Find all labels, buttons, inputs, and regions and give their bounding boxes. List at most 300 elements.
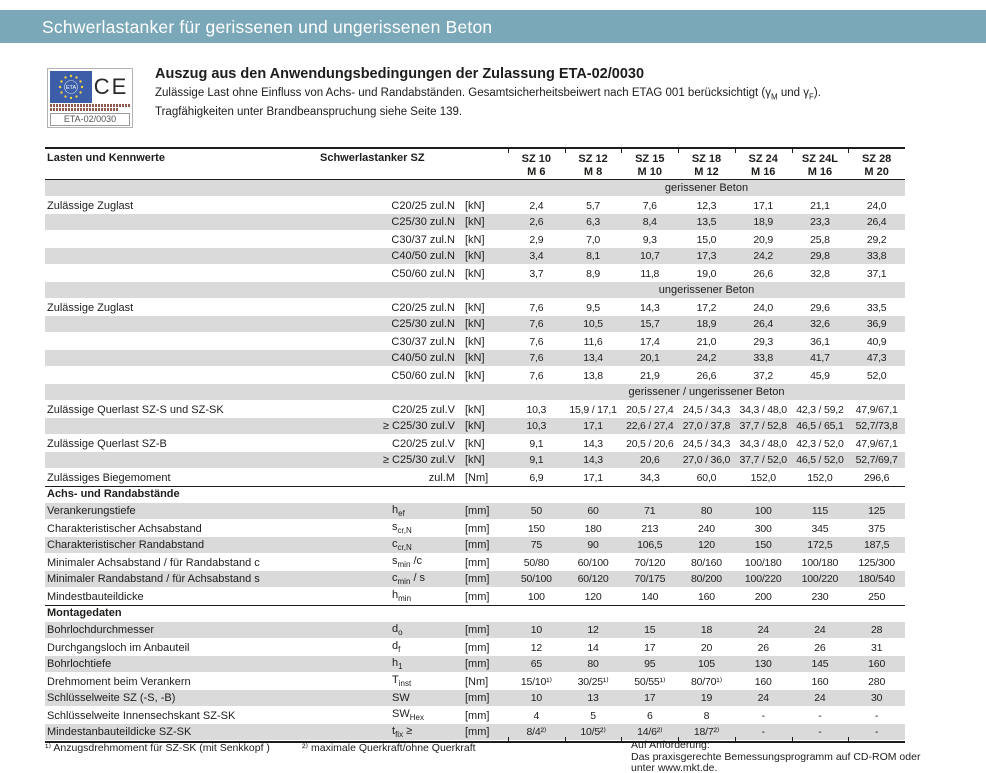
row-label: Bohrlochtiefe [47, 658, 112, 670]
value-cell: 47,9/67,1 [855, 437, 898, 450]
table-row [45, 316, 905, 333]
unit-header-spacer [457, 149, 508, 179]
value-cell: 24 [814, 624, 826, 636]
value-cell: 40,9 [866, 335, 887, 348]
unit-cell: [kN] [465, 454, 485, 466]
unit-cell: [mm] [465, 641, 490, 654]
row-sublabel: C40/50 zul.N [391, 250, 455, 262]
value-cell: 2,6 [529, 216, 544, 228]
table-row [45, 724, 905, 741]
column-tick [735, 149, 736, 153]
value-cell: 80/160 [691, 556, 722, 569]
row-symbol: $h_1$ [392, 656, 403, 672]
value-cell: 7,6 [529, 301, 544, 314]
value-cell: 47,9/67,1 [855, 403, 898, 416]
table-row [45, 656, 905, 673]
value-cell: 70/175 [634, 573, 666, 585]
row-label: Mindestbauteildicke [47, 590, 144, 603]
value-cell: 17,1 [583, 420, 603, 432]
column-tick [848, 149, 849, 153]
table-row [45, 588, 905, 605]
value-cell: 296,6 [864, 471, 890, 484]
value-cell: 9,3 [642, 233, 657, 246]
value-cell: - [818, 709, 822, 722]
row-sublabel: C20/25 zul.V [392, 403, 455, 416]
value-cell: 125 [868, 505, 886, 517]
value-cell: 4 [533, 709, 540, 722]
value-cell: 26,4 [753, 318, 774, 330]
concrete-condition-band: ungerissener Beton [45, 282, 905, 299]
row-label: Mindestanbauteildicke SZ-SK [47, 726, 192, 738]
value-cell: 13,4 [583, 352, 603, 364]
value-cell: 34,3 / 48,0 [739, 403, 787, 416]
value-cell: 29,8 [810, 250, 830, 262]
value-cell: 45,9 [810, 369, 830, 382]
value-cell: - [761, 726, 765, 738]
intro-line-1: Zulässige Last ohne Einfluss von Achs- und Randabständen. Gesamtsicherheitsbeiwert nach ETAG 001 berücksichtigt ($\gamma_M$ und $\gamma_F$). [155, 87, 821, 102]
column-header-size: SZ 24L M 16 [801, 153, 838, 178]
column-header-parameters: Lasten und Kennwerte [47, 152, 165, 164]
value-cell: 200 [754, 590, 772, 603]
value-cell: 33,8 [866, 250, 887, 262]
value-cell: 18 [700, 624, 713, 636]
unit-cell: [kN] [465, 420, 485, 432]
value-cell: 3,4 [529, 250, 544, 262]
table-row [45, 299, 905, 316]
value-cell: 24,0 [866, 199, 887, 212]
value-cell: 18/7²⁾ [693, 726, 720, 738]
row-label: Zulässige Querlast SZ-S und SZ-SK [47, 403, 224, 416]
value-cell: 25,8 [810, 233, 830, 246]
unit-cell: [kN] [465, 403, 485, 416]
column-tick [621, 737, 622, 741]
value-cell: 11,8 [640, 267, 660, 280]
row-label: Minimaler Achsabstand / für Randabstand c [47, 556, 260, 569]
column-tick [508, 737, 509, 741]
row-symbol: $h_{ef}$ [392, 503, 405, 519]
value-cell: 6,9 [529, 471, 544, 484]
value-cell: 125/300 [858, 556, 895, 569]
value-cell: 6,3 [586, 216, 601, 228]
value-cell: 9,5 [586, 301, 601, 314]
value-cell: 130 [754, 658, 772, 670]
value-cell: 345 [811, 522, 829, 535]
value-cell: 10,7 [639, 250, 660, 262]
value-cell: 24,0 [753, 301, 774, 314]
value-cell: 14,3 [583, 454, 603, 466]
value-cell: 23,3 [810, 216, 830, 228]
unit-cell: [kN] [465, 216, 485, 228]
value-cell: 280 [868, 675, 886, 688]
value-cell: 46,5 / 52,0 [796, 454, 844, 466]
row-label: Charakteristischer Randabstand [47, 539, 205, 551]
value-cell: 9,1 [529, 437, 544, 450]
unit-cell: [mm] [465, 726, 490, 738]
value-cell: 10,3 [526, 403, 547, 416]
value-cell: 8,9 [586, 267, 601, 280]
table-row [45, 350, 905, 367]
row-label: Verankerungstiefe [47, 505, 136, 517]
eta-approval-badge [47, 68, 133, 128]
value-cell: 32,8 [810, 267, 830, 280]
value-cell: 17,2 [696, 301, 717, 314]
row-label: Drehmoment beim Verankern [47, 675, 191, 688]
column-header-size: SZ 10 M 6 [521, 153, 552, 178]
value-cell: 20,1 [639, 352, 660, 364]
page-header-bar [0, 10, 986, 43]
request-note [631, 740, 920, 773]
value-cell: 17 [644, 641, 656, 654]
value-cell: 15/10¹⁾ [520, 675, 552, 688]
value-cell: 80 [587, 658, 599, 670]
unit-cell: [mm] [465, 522, 490, 535]
unit-cell: [mm] [465, 624, 490, 636]
value-cell: 7,6 [529, 335, 544, 348]
row-symbol: $c_{cr,N}$ [392, 537, 412, 553]
value-cell: 37,7 / 52,0 [739, 454, 787, 466]
value-cell: 26,6 [753, 267, 774, 280]
row-sublabel: C20/25 zul.V [392, 437, 455, 450]
row-label: Bohrlochdurchmesser [47, 624, 154, 636]
value-cell: 50/100 [520, 573, 552, 585]
unit-cell: [kN] [465, 335, 485, 348]
footnote-2: ²⁾ maximale Querkraft/ohne Querkraft [302, 742, 476, 754]
value-cell: 2,9 [529, 233, 544, 246]
row-sublabel: ≥ C25/30 zul.V [382, 454, 455, 466]
value-cell: 32,6 [810, 318, 830, 330]
row-label: Schlüsselweite Innensechskant SZ-SK [47, 709, 236, 722]
value-cell: 70/120 [634, 556, 666, 569]
unit-cell: [kN] [465, 199, 485, 212]
value-cell: 5 [590, 709, 596, 722]
row-symbol: SW [392, 692, 410, 704]
load-data-table [45, 147, 905, 743]
unit-cell: [mm] [465, 590, 490, 603]
value-cell: 26,4 [866, 216, 887, 228]
value-cell: 50/80 [523, 556, 549, 569]
unit-cell: [kN] [465, 250, 485, 262]
row-label: Zulässiges Biegemoment [47, 471, 171, 484]
value-cell: 300 [754, 522, 772, 535]
column-tick [565, 149, 566, 153]
value-cell: 100/180 [744, 556, 782, 569]
value-cell: 19 [700, 692, 713, 704]
value-cell: 172,5 [807, 539, 833, 551]
value-cell: 375 [868, 522, 886, 535]
row-label: Minimaler Randabstand / für Achsabstand s [47, 573, 260, 585]
row-label: Zulässige Zuglast [47, 301, 134, 314]
value-cell: 18,9 [753, 216, 774, 228]
unit-cell: [mm] [465, 658, 490, 670]
value-cell: 47,3 [866, 352, 887, 364]
table-body [45, 180, 905, 741]
value-cell: 37,2 [753, 369, 774, 382]
value-cell: 29,3 [753, 335, 774, 348]
approval-small-text-line [50, 104, 130, 107]
table-row [45, 197, 905, 214]
value-cell: 160 [811, 675, 829, 688]
value-cell: 36,9 [866, 318, 887, 330]
value-cell: 106,5 [637, 539, 663, 551]
row-sublabel: C20/25 zul.N [391, 301, 455, 314]
row-sublabel: ≥ C25/30 zul.V [382, 420, 455, 432]
value-cell: 100/220 [801, 573, 839, 585]
value-cell: 2,4 [529, 199, 544, 212]
table-row [45, 452, 905, 469]
value-cell: 150 [754, 539, 772, 551]
approval-small-text-line [50, 108, 118, 111]
unit-cell: [mm] [465, 539, 490, 551]
value-cell: 105 [698, 658, 715, 670]
row-sublabel: C50/60 zul.N [391, 267, 455, 280]
value-cell: 22,6 / 27,4 [626, 420, 674, 432]
table-row [45, 367, 905, 384]
value-cell: - [818, 726, 822, 738]
row-sublabel: C40/50 zul.N [391, 352, 455, 364]
value-cell: 8,4 [642, 216, 657, 228]
row-sublabel: C25/30 zul.N [391, 318, 455, 330]
value-cell: 30 [871, 692, 883, 704]
value-cell: 187,5 [864, 539, 890, 551]
footnote-1: ¹⁾ Anzugsdrehmoment für SZ-SK (mit Senkkopf ) [45, 742, 270, 754]
column-header-size: SZ 12 M 8 [578, 153, 608, 178]
table-row [45, 435, 905, 452]
value-cell: 90 [587, 539, 599, 551]
value-cell: - [874, 709, 879, 722]
table-row [45, 401, 905, 418]
unit-cell: [mm] [465, 556, 490, 569]
value-cell: 27,0 / 36,0 [682, 454, 731, 466]
value-cell: 24,5 / 34,3 [682, 437, 731, 450]
table-row [45, 554, 905, 571]
value-cell: 14,3 [639, 301, 660, 314]
column-tick [508, 149, 509, 153]
unit-cell: [mm] [465, 709, 490, 722]
table-header-row [45, 149, 905, 180]
table-row [45, 622, 905, 639]
value-cell: 29,6 [810, 301, 830, 314]
row-sublabel: C50/60 zul.N [391, 369, 455, 382]
table-row [45, 214, 905, 231]
value-cell: 14 [587, 641, 599, 654]
row-label: Durchgangsloch im Anbauteil [47, 641, 190, 654]
value-cell: 213 [641, 522, 659, 535]
value-cell: 26 [757, 641, 769, 654]
value-cell: 18,9 [696, 318, 717, 330]
value-cell: 17,1 [753, 199, 774, 212]
row-symbol: $c_{min}$ / s [392, 571, 426, 587]
table-row [45, 673, 905, 690]
value-cell: 8/4²⁾ [526, 726, 547, 738]
eta-number-label: ETA-02/0030 [50, 113, 130, 126]
table-row [45, 571, 905, 588]
value-cell: 31 [871, 641, 883, 654]
request-note-line: unter www.mkt.de. [631, 762, 718, 773]
value-cell: 60 [587, 505, 599, 517]
value-cell: 240 [698, 522, 715, 535]
value-cell: 13,5 [696, 216, 717, 228]
value-cell: 24,2 [753, 250, 774, 262]
value-cell: 100 [527, 590, 545, 603]
column-tick [621, 149, 622, 153]
value-cell: 27,0 / 37,8 [682, 420, 731, 432]
value-cell: 26,6 [696, 369, 717, 382]
value-cell: 52,7/69,7 [855, 454, 898, 466]
value-cell: 8 [703, 709, 710, 722]
value-cell: 37,1 [866, 267, 887, 280]
value-cell: 80/70¹⁾ [691, 675, 722, 688]
value-cell: 17,3 [696, 250, 717, 262]
value-cell: 14/6²⁾ [637, 726, 663, 738]
table-row [45, 520, 905, 537]
value-cell: 17,4 [639, 335, 660, 348]
value-cell: 160 [868, 658, 886, 670]
value-cell: 37,7 / 52,8 [739, 420, 787, 432]
table-row [45, 469, 905, 486]
value-cell: 250 [868, 590, 886, 603]
value-cell: 36,1 [810, 335, 830, 348]
unit-cell: [kN] [465, 267, 485, 280]
value-cell: - [874, 726, 879, 738]
value-cell: 140 [641, 590, 659, 603]
row-symbol: $T_{inst}$ [392, 674, 412, 689]
column-header-size: SZ 28 M 20 [861, 153, 892, 178]
page-title: Schwerlastanker für gerissenen und ungerissenen Beton [42, 17, 493, 37]
value-cell: 24 [757, 692, 769, 704]
value-cell: 10/5²⁾ [580, 726, 606, 738]
table-row [45, 707, 905, 724]
value-cell: 42,3 / 59,2 [796, 403, 844, 416]
value-cell: 28 [871, 624, 883, 636]
row-label: Zulässige Zuglast [47, 199, 134, 212]
value-cell: 20,6 [639, 454, 660, 466]
unit-cell: [mm] [465, 573, 490, 585]
value-cell: 7,6 [529, 352, 544, 364]
value-cell: 180 [584, 522, 602, 535]
row-symbol: $h_{min}$ [392, 589, 412, 604]
value-cell: 120 [698, 539, 715, 551]
value-cell: 24,5 / 34,3 [682, 403, 731, 416]
unit-cell: [Nm] [465, 675, 489, 688]
value-cell: 10 [530, 624, 542, 636]
value-cell: 20,5 / 20,6 [626, 437, 674, 450]
column-header-anchor-type: Schwerlastanker SZ [320, 152, 425, 164]
unit-cell: [mm] [465, 505, 490, 517]
table-row [45, 503, 905, 520]
value-cell: 50 [530, 505, 542, 517]
unit-cell: [kN] [465, 352, 485, 364]
value-cell: 7,6 [529, 318, 544, 330]
svg-text:ETA: ETA [65, 85, 77, 92]
document-heading: Auszug aus den Anwendungsbedingungen der Zulassung ETA-02/0030 [155, 66, 645, 82]
value-cell: 21,1 [810, 199, 830, 212]
column-header-size: SZ 24 M 16 [748, 153, 778, 178]
column-tick [792, 149, 793, 153]
intro-block [155, 66, 965, 120]
value-cell: 24 [814, 692, 826, 704]
row-symbol: $d_o$ [392, 622, 403, 638]
value-cell: 100/220 [744, 573, 782, 585]
table-row [45, 231, 905, 248]
value-cell: 24,2 [696, 352, 717, 364]
value-cell: 13,8 [583, 369, 603, 382]
value-cell: 15 [644, 624, 656, 636]
request-note-line: Das praxisgerechte Bemessungsprogramm auf CD-ROM oder [631, 750, 921, 763]
value-cell: 75 [530, 539, 542, 551]
value-cell: 33,8 [753, 352, 774, 364]
unit-cell: [kN] [465, 369, 485, 382]
unit-cell: [mm] [465, 692, 490, 704]
table-row [45, 333, 905, 350]
column-tick [678, 149, 679, 153]
unit-cell: [kN] [465, 301, 485, 314]
value-cell: 11,6 [583, 335, 603, 348]
value-cell: 9,1 [529, 454, 544, 466]
unit-cell: [kN] [465, 437, 485, 450]
intro-line-2: Tragfähigkeiten unter Brandbeanspruchung siehe Seite 139. [155, 105, 463, 118]
value-cell: 34,3 / 48,0 [739, 437, 787, 450]
value-cell: - [761, 709, 765, 722]
value-cell: 52,7/73,8 [855, 420, 898, 432]
value-cell: 160 [698, 590, 715, 603]
value-cell: 100/180 [801, 556, 839, 569]
column-header-size: SZ 15 M 10 [635, 153, 665, 178]
row-symbol: $s_{cr,N}$ [392, 521, 412, 536]
value-cell: 152,0 [750, 471, 776, 484]
table-row [45, 639, 905, 656]
value-cell: 26 [814, 641, 826, 654]
value-cell: 50/55¹⁾ [634, 675, 666, 688]
value-cell: 15,0 [696, 233, 717, 246]
value-cell: 20,5 / 27,4 [626, 403, 674, 416]
table-row [45, 537, 905, 554]
row-sublabel: C25/30 zul.N [391, 216, 455, 228]
value-cell: 120 [584, 590, 602, 603]
value-cell: 52,0 [866, 369, 887, 382]
ce-mark-icon: CE [93, 74, 129, 99]
value-cell: 41,7 [810, 352, 830, 364]
value-cell: 10,3 [526, 420, 547, 432]
unit-cell: [kN] [465, 233, 485, 246]
value-cell: 19,0 [696, 267, 717, 280]
value-cell: 115 [811, 505, 828, 517]
value-cell: 30/25¹⁾ [577, 675, 609, 688]
value-cell: 7,6 [642, 199, 657, 212]
value-cell: 15,7 [639, 318, 660, 330]
value-cell: 180/540 [858, 573, 895, 585]
value-cell: 21,9 [639, 369, 660, 382]
value-cell: 3,7 [529, 267, 544, 280]
value-cell: 7,6 [529, 369, 544, 382]
unit-cell: [kN] [465, 318, 485, 330]
value-cell: 8,1 [586, 250, 601, 262]
value-cell: 15,9 / 17,1 [569, 403, 617, 416]
value-cell: 71 [644, 505, 656, 517]
value-cell: 60,0 [696, 471, 717, 484]
value-cell: 17,1 [583, 471, 603, 484]
value-cell: 20 [700, 641, 713, 654]
table-row [45, 248, 905, 265]
value-cell: 46,5 / 65,1 [796, 420, 844, 432]
value-cell: 34,3 [639, 471, 660, 484]
value-cell: 5,7 [586, 199, 601, 212]
value-cell: 152,0 [807, 471, 833, 484]
row-symbol: $SW_{Hex}$ [392, 708, 424, 723]
value-cell: 17 [644, 692, 656, 704]
value-cell: 60/120 [577, 573, 609, 585]
row-label: Charakteristischer Achsabstand [47, 522, 202, 535]
value-cell: 12 [530, 641, 542, 654]
